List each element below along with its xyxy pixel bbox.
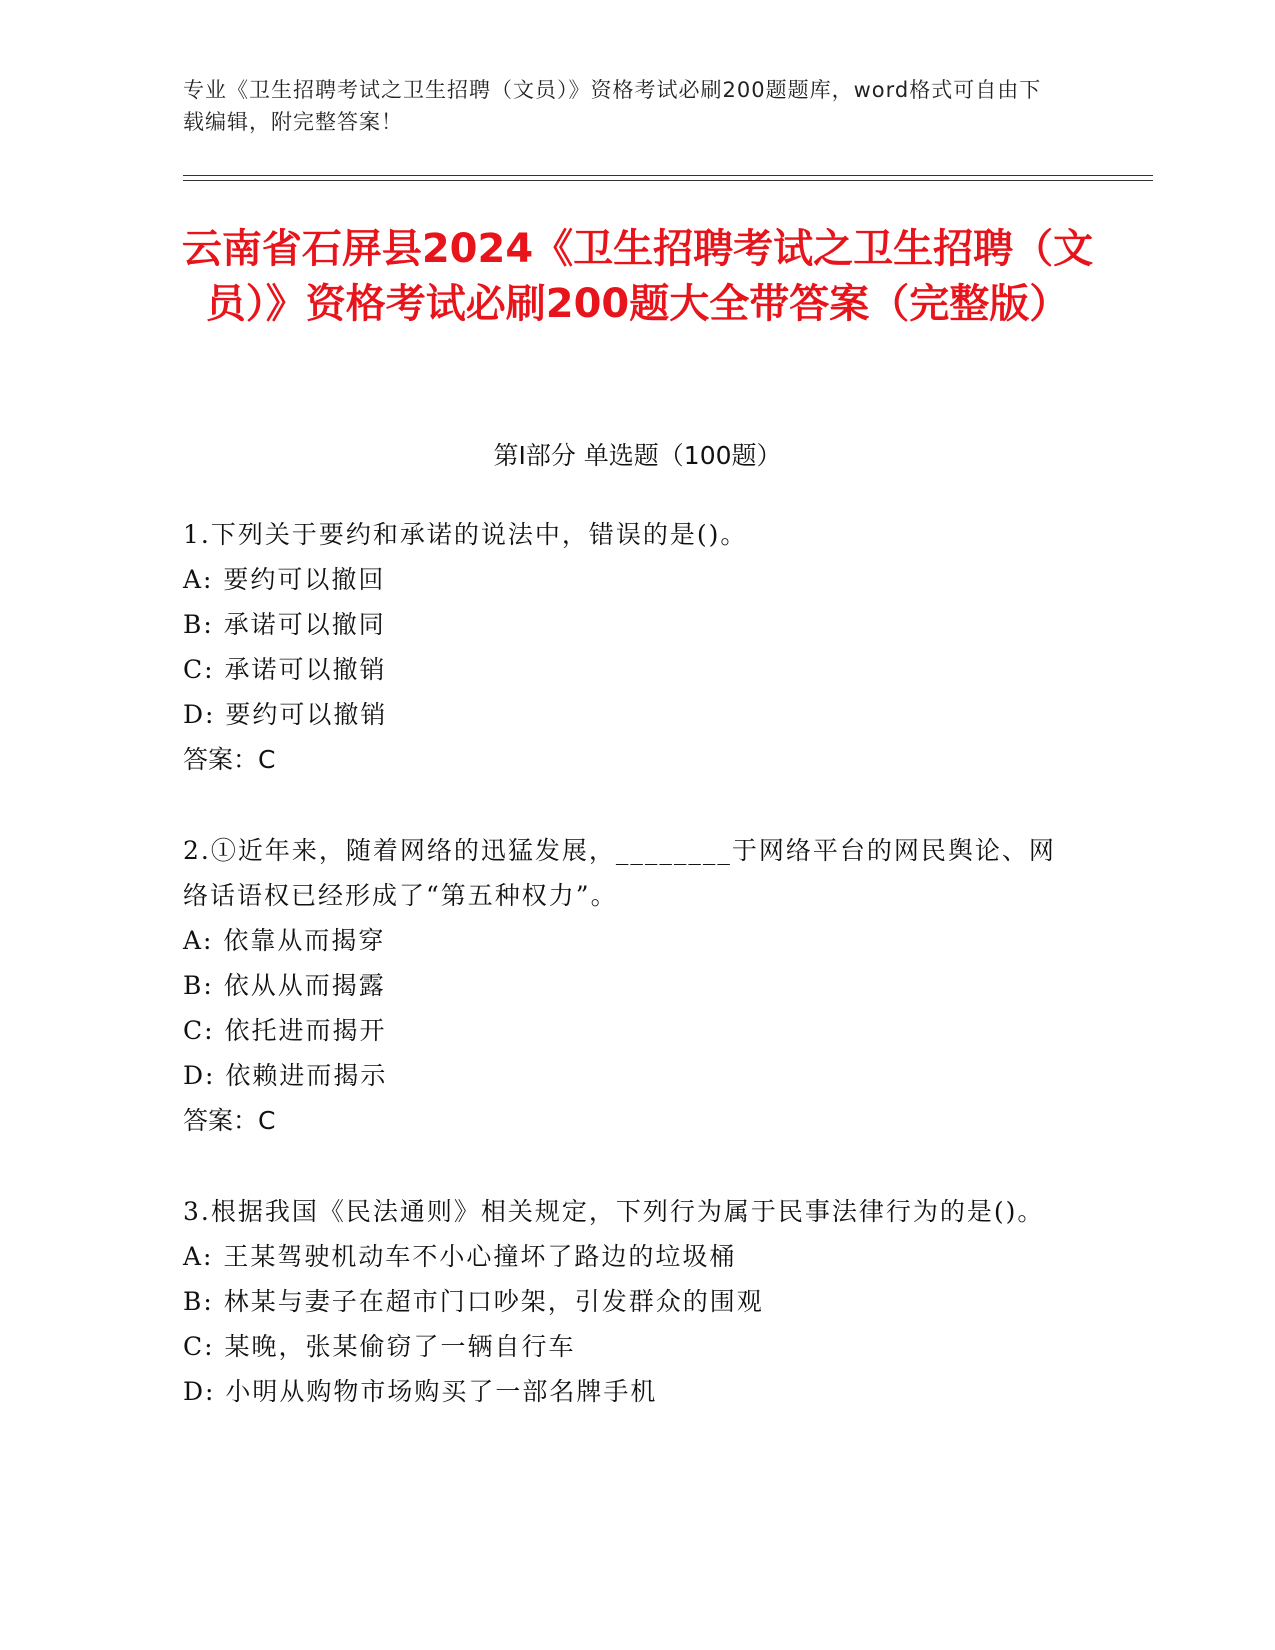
header-divider-bottom	[183, 180, 1153, 181]
section-heading: 第Ⅰ部分 单选题（100题）	[493, 441, 782, 470]
document-title: 云南省石屏县2024《卫生招聘考试之卫生招聘（文员）》资格考试必刷200题大全带答案（完整版）	[181, 226, 1094, 327]
question-stem: 1.下列关于要约和承诺的说法中，错误的是()。	[183, 520, 748, 549]
option-a: A: 要约可以撤回	[183, 565, 386, 594]
option-d: D: 小明从购物市场购买了一部名牌手机	[183, 1377, 658, 1406]
question-1	[183, 512, 1063, 782]
option-c: C: 依托进而揭开	[183, 1016, 387, 1045]
header-note: 专业《卫生招聘考试之卫生招聘（文员）》资格考试必刷200题题库，word格式可自由下载编辑，附完整答案！	[183, 78, 1042, 134]
question-list	[183, 512, 1063, 1460]
header-divider-top	[183, 175, 1153, 176]
option-d: D: 要约可以撤销	[183, 700, 388, 729]
option-a: A: 依靠从而揭穿	[183, 926, 386, 955]
option-a: A: 王某驾驶机动车不小心撞坏了路边的垃圾桶	[183, 1242, 737, 1271]
question-2	[183, 828, 1063, 1143]
option-c: C: 某晚，张某偷窃了一辆自行车	[183, 1332, 576, 1361]
question-stem: 3.根据我国《民法通则》相关规定，下列行为属于民事法律行为的是()。	[183, 1197, 1045, 1226]
option-b: B: 承诺可以撤同	[183, 610, 386, 639]
question-answer: 答案：C	[183, 1106, 276, 1135]
question-3	[183, 1189, 1063, 1414]
question-answer: 答案：C	[183, 745, 276, 774]
option-b: B: 依从从而揭露	[183, 971, 386, 1000]
option-c: C: 承诺可以撤销	[183, 655, 387, 684]
option-d: D: 依赖进而揭示	[183, 1061, 388, 1090]
option-b: B: 林某与妻子在超市门口吵架，引发群众的围观	[183, 1287, 764, 1316]
question-stem: 2.①近年来，随着网络的迅猛发展，________于网络平台的网民舆论、网络话语权已经形成了“第五种权力”。	[183, 836, 1056, 910]
